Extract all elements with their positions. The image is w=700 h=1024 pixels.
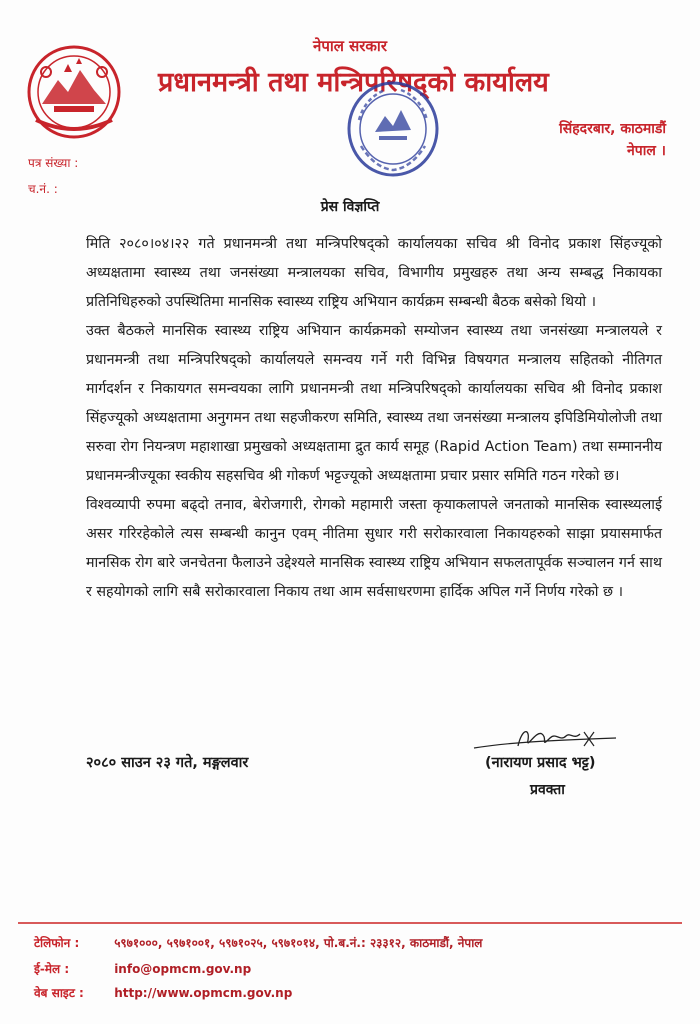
government-name: नेपाल सरकार xyxy=(313,37,387,55)
office-address xyxy=(559,118,666,162)
reference-number-label: पत्र संख्या : xyxy=(28,156,79,170)
paragraph-3: विश्वव्यापी रुपमा बढ्दो तनाव, बेरोजगारी, रोगको महामारी जस्ता कृयाकलापले जनताको मानसिक स्वास्थ्यलाई असर गरिरहेकोले त्यस सम्बन्धी कानुन एवम् नीतिमा सुधार गरी सरोकारवाला निकायहरुको साझा प्रयासमार्फत मानसिक रोग बारे जनचेतना फैलाउने उद्देश्यले मानसिक स्वास्थ्य राष्ट्रिय अभियान सफलतापूर्वक सञ्चालन गर्न साथ र सहयोगको लागि सबै सरोकारवाला निकाय तथा आम सर्वसाधरणमा हार्दिक अपिल गर्ने निर्णय गरेको छ । xyxy=(86,497,662,600)
nepal-emblem-icon xyxy=(24,42,124,142)
footer-phone xyxy=(34,934,482,951)
press-release-title: प्रेस विज्ञप्ति xyxy=(320,199,380,215)
signature-icon xyxy=(470,722,620,756)
footer-email xyxy=(34,960,251,977)
website-label: वेब साइट : xyxy=(34,986,84,1000)
footer-divider xyxy=(18,922,682,924)
phone-label: टेलिफोन : xyxy=(34,936,80,950)
office-seal-icon xyxy=(345,80,441,178)
dispatch-number-label: च.नं. : xyxy=(28,182,58,196)
address-line-2: नेपाल । xyxy=(626,143,666,159)
phone-value: ५९७१०००, ५९७१००१, ५९७१०२५, ५९७१०१४, पो.ब.नं.: २३३१२, काठमाडौं, नेपाल xyxy=(114,936,483,950)
footer-website xyxy=(34,984,292,1001)
paragraph-2: उक्त बैठकले मानसिक स्वास्थ्य राष्ट्रिय अभियान कार्यक्रमको सम्योजन स्वास्थ्य तथा जनसंख्या मन्त्रालयले र प्रधानमन्त्री तथा मन्त्रिपरिषद्को कार्यालयले समन्वय गर्ने गरी विभिन्न विषयगत मन्त्रालय सहितको नीतिगत मार्गदर्शन र निकायगत समन्वयका लागि प्रधानमन्त्री तथा मन्त्रिपरिषद्को कार्यालयका सचिव श्री विनोद प्रकाश सिंहज्यूको अध्यक्षतामा अनुगमन तथा सहजीकरण समिति, स्वास्थ्य तथा जनसंख्या मन्त्रालय इपिडिमियोलोजी तथा सरुवा रोग नियन्त्रण महाशाखा प्रमुखको अध्यक्षतामा द्रुत कार्य समूह (Rapid Action Team) तथा सम्माननीय प्रधानमन्त्रीज्यूका स्वकीय सहसचिव श्री गोकर्ण भट्टज्यूको अध्यक्षतामा प्रचार प्रसार समिति गठन गरेको छ। xyxy=(86,323,662,484)
paragraph-1: मिति २०८०।०४।२२ गते प्रधानमन्त्री तथा मन्त्रिपरिषद्को कार्यालयका सचिव श्री विनोद प्रकाश सिंहज्यूको अध्यक्षतामा स्वास्थ्य तथा जनसंख्या मन्त्रालयका सचिव, विभागीय प्रमुखहरु तथा अन्य सम्बद्ध निकायका प्रतिनिधिहरुको उपस्थितिमा मानसिक स्वास्थ्य राष्ट्रिय अभियान कार्यक्रम सम्बन्धी बैठक बसेको थियो । xyxy=(86,236,662,310)
release-date: २०८० साउन २३ गते, मङ्गलवार xyxy=(86,755,249,771)
website-value[interactable]: http://www.opmcm.gov.np xyxy=(114,986,293,1000)
press-release-body xyxy=(86,230,662,607)
address-line-1: सिंहदरबार, काठमाडौं xyxy=(559,121,666,137)
office-name: प्रधानमन्त्री तथा मन्त्रिपरिषद्को कार्यालय xyxy=(158,67,549,98)
email-value[interactable]: info@opmcm.gov.np xyxy=(114,962,252,976)
email-label: ई-मेल : xyxy=(34,962,70,976)
spokesperson-title: प्रवक्ता xyxy=(530,782,565,798)
spokesperson-name: (नारायण प्रसाद भट्ट) xyxy=(485,755,596,771)
